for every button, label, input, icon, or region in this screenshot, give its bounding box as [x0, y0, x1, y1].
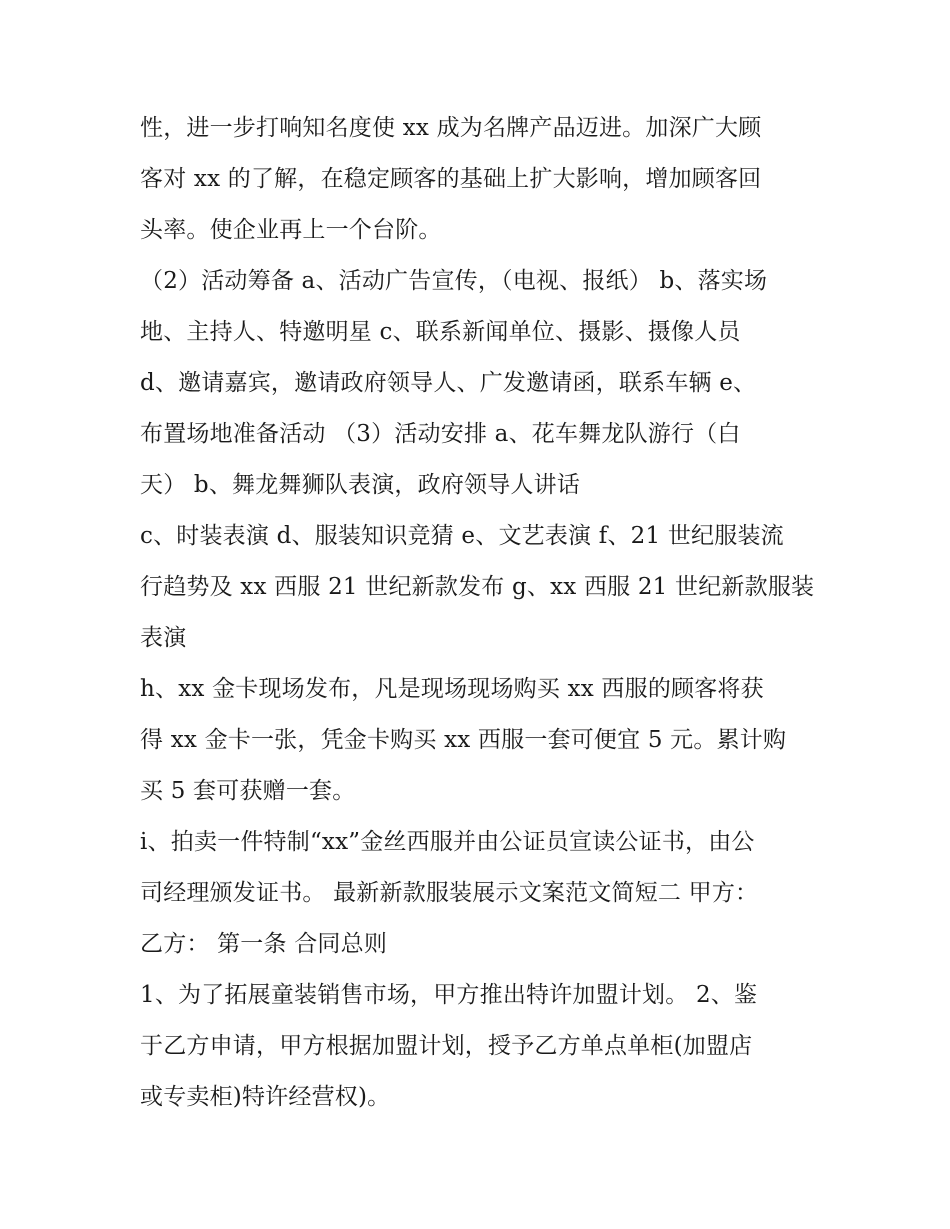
- text-line-7: 布置场地准备活动 （3）活动安排 a、花车舞龙队游行（白: [140, 421, 741, 447]
- text-line-14: 买 5 套可获赠一套。: [140, 778, 356, 804]
- text-line-15: i、拍卖一件特制“xx”金丝西服并由公证员宣读公证书，由公: [140, 829, 755, 855]
- text-line-6: d、邀请嘉宾，邀请政府领导人、广发邀请函，联系车辆 e、: [140, 370, 757, 396]
- text-line-3: 头率。使企业再上一个台阶。: [140, 217, 442, 243]
- text-line-4: （2）活动筹备 a、活动广告宣传，（电视、报纸） b、落实场: [140, 268, 768, 294]
- text-line-17: 乙方： 第一条 合同总则: [140, 931, 388, 957]
- text-line-20: 或专卖柜)特许经营权)。: [140, 1084, 391, 1110]
- text-line-12: h、xx 金卡现场发布，凡是现场现场购买 xx 西服的顾客将获: [140, 676, 764, 702]
- text-line-8: 天） b、舞龙舞狮队表演，政府领导人讲话: [140, 472, 581, 498]
- text-line-2: 客对 xx 的了解，在稳定顾客的基础上扩大影响，增加顾客回: [140, 166, 762, 192]
- text-line-1: 性，进一步打响知名度使 xx 成为名牌产品迈进。加深广大顾: [140, 115, 762, 141]
- text-line-13: 得 xx 金卡一张，凭金卡购买 xx 西服一套可便宜 5 元。累计购: [140, 727, 787, 753]
- text-line-11: 表演: [140, 625, 187, 651]
- text-line-19: 于乙方申请，甲方根据加盟计划，授予乙方单点单柜(加盟店: [140, 1033, 753, 1059]
- text-line-9: c、时装表演 d、服装知识竞猜 e、文艺表演 f、21 世纪服装流: [140, 523, 784, 549]
- text-line-5: 地、主持人、特邀明星 c、联系新闻单位、摄影、摄像人员: [140, 319, 741, 345]
- text-line-10: 行趋势及 xx 西服 21 世纪新款发布 g、xx 西服 21 世纪新款服装: [140, 574, 815, 600]
- text-line-16: 司经理颁发证书。 最新新款服装展示文案范文简短二 甲方：: [140, 880, 759, 906]
- document-body: [140, 103, 820, 1123]
- text-line-18: 1、为了拓展童装销售市场，甲方推出特许加盟计划。 2、鉴: [140, 982, 758, 1008]
